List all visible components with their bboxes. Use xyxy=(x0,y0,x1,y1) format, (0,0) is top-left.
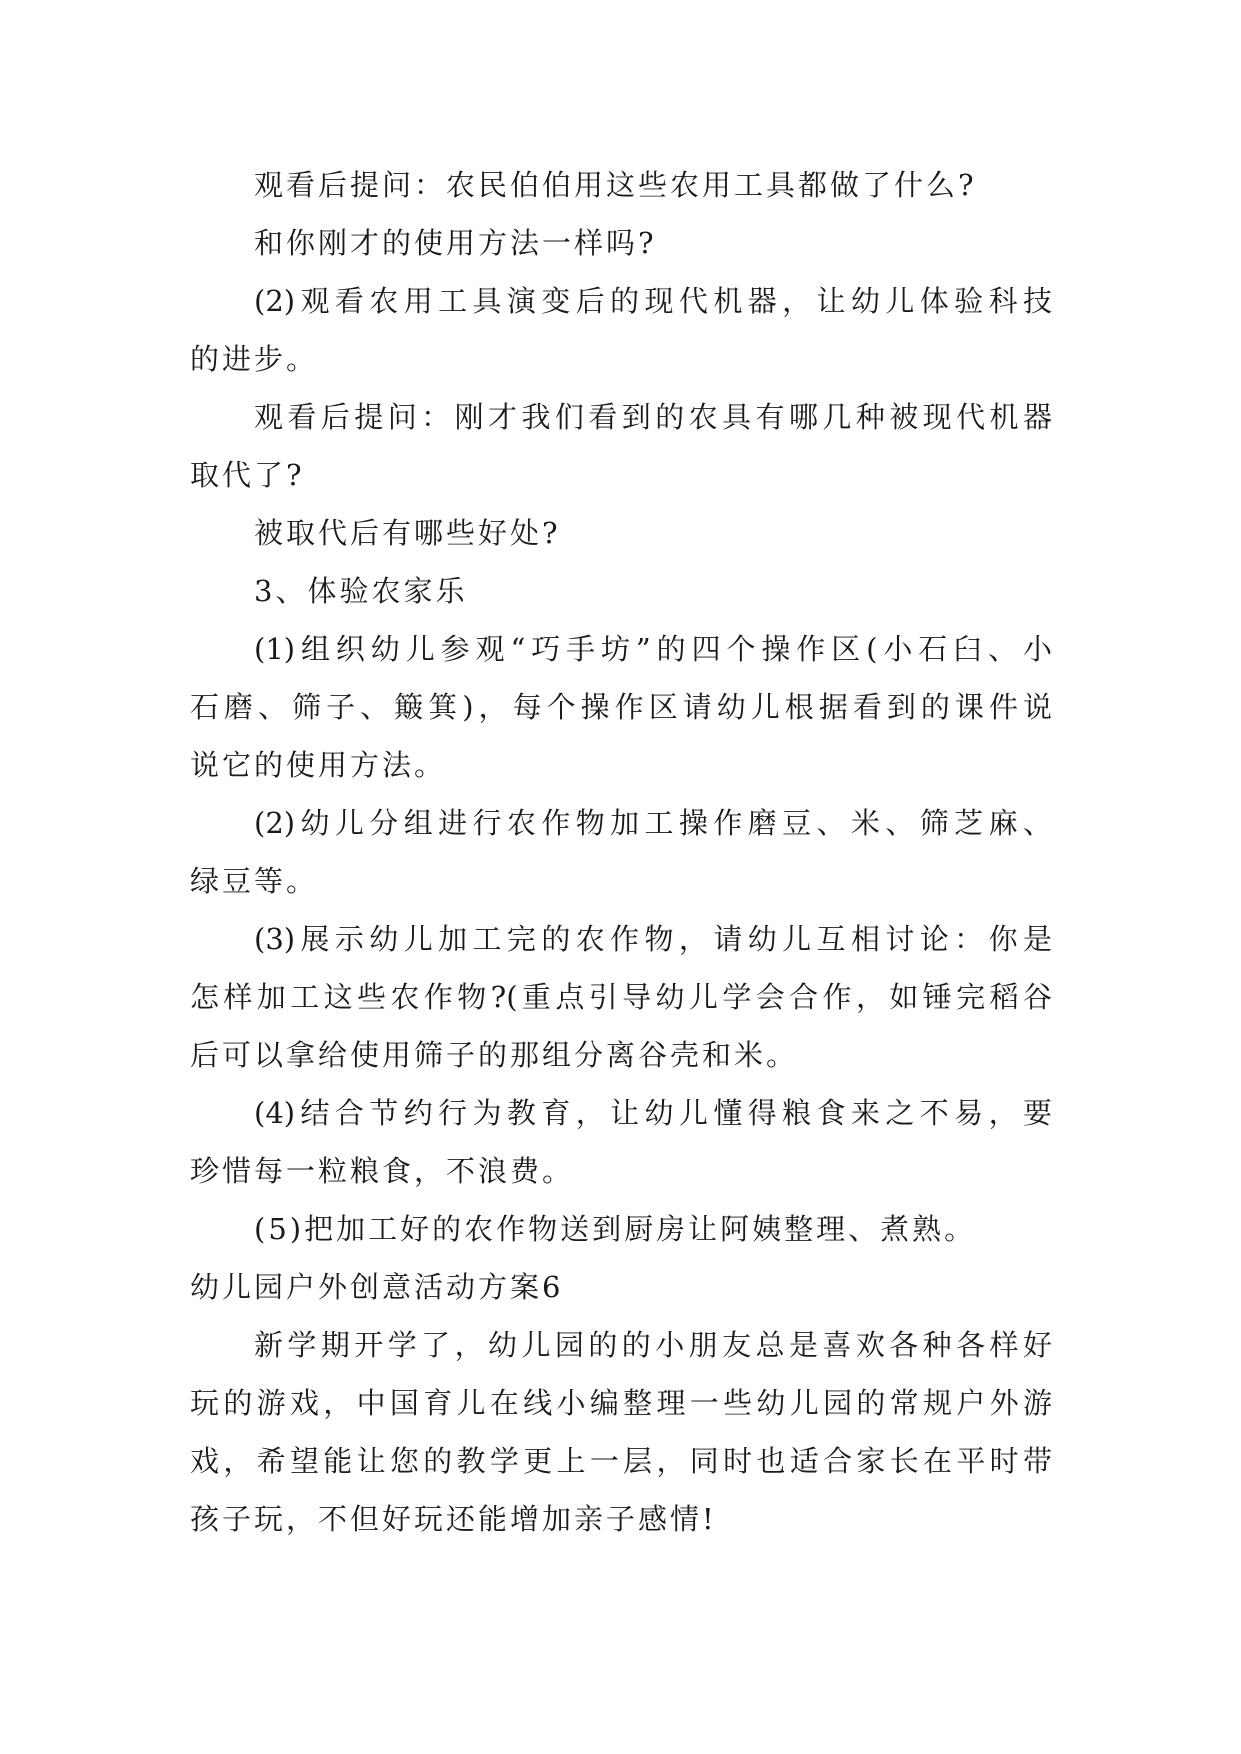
paragraph-line: 怎样加工这些农作物?(重点引导幼儿学会合作，如锤完稻谷 xyxy=(190,980,1052,1014)
paragraph-line: 后可以拿给使用筛子的那组分离谷壳和米。 xyxy=(190,1038,799,1072)
paragraph-line: (4)结合节约行为教育，让幼儿懂得粮食来之不易，要 xyxy=(254,1096,1052,1130)
paragraph-line: 被取代后有哪些好处? xyxy=(254,516,561,550)
paragraph-line: 绿豆等。 xyxy=(190,864,319,898)
paragraph-line: 观看后提问：农民伯伯用这些农用工具都做了什么? xyxy=(254,168,977,202)
paragraph-line: 玩的游戏，中国育儿在线小编整理一些幼儿园的常规户外游 xyxy=(190,1386,1052,1420)
paragraph-line: 珍惜每一粒粮食，不浪费。 xyxy=(190,1154,575,1188)
paragraph-line: 新学期开学了，幼儿园的的小朋友总是喜欢各种各样好 xyxy=(254,1328,1052,1362)
paragraph-line: 石磨、筛子、簸箕)，每个操作区请幼儿根据看到的课件说 xyxy=(190,690,1052,724)
paragraph-line: 孩子玩，不但好玩还能增加亲子感情! xyxy=(190,1502,717,1536)
document-body xyxy=(190,156,1052,1548)
section-title: 幼儿园户外创意活动方案6 xyxy=(190,1270,564,1304)
paragraph-line: 说它的使用方法。 xyxy=(190,748,447,782)
paragraph-line: (2)观看农用工具演变后的现代机器，让幼儿体验科技 xyxy=(254,284,1052,318)
paragraph-line: (1)组织幼儿参观“巧手坊”的四个操作区(小石臼、小 xyxy=(254,632,1052,666)
paragraph-line: 戏，希望能让您的教学更上一层，同时也适合家长在平时带 xyxy=(190,1444,1052,1478)
paragraph-line: 的进步。 xyxy=(190,342,319,376)
paragraph-line: 取代了? xyxy=(190,458,305,492)
section-heading: 3、体验农家乐 xyxy=(254,574,468,608)
paragraph-line: (5)把加工好的农作物送到厨房让阿姨整理、煮熟。 xyxy=(254,1212,977,1246)
paragraph-line: (2)幼儿分组进行农作物加工操作磨豆、米、筛芝麻、 xyxy=(254,806,1052,840)
paragraph-line: 观看后提问：刚才我们看到的农具有哪几种被现代机器 xyxy=(254,400,1052,434)
paragraph-line: (3)展示幼儿加工完的农作物，请幼儿互相讨论：你是 xyxy=(254,922,1052,956)
paragraph-line: 和你刚才的使用方法一样吗? xyxy=(254,226,657,260)
